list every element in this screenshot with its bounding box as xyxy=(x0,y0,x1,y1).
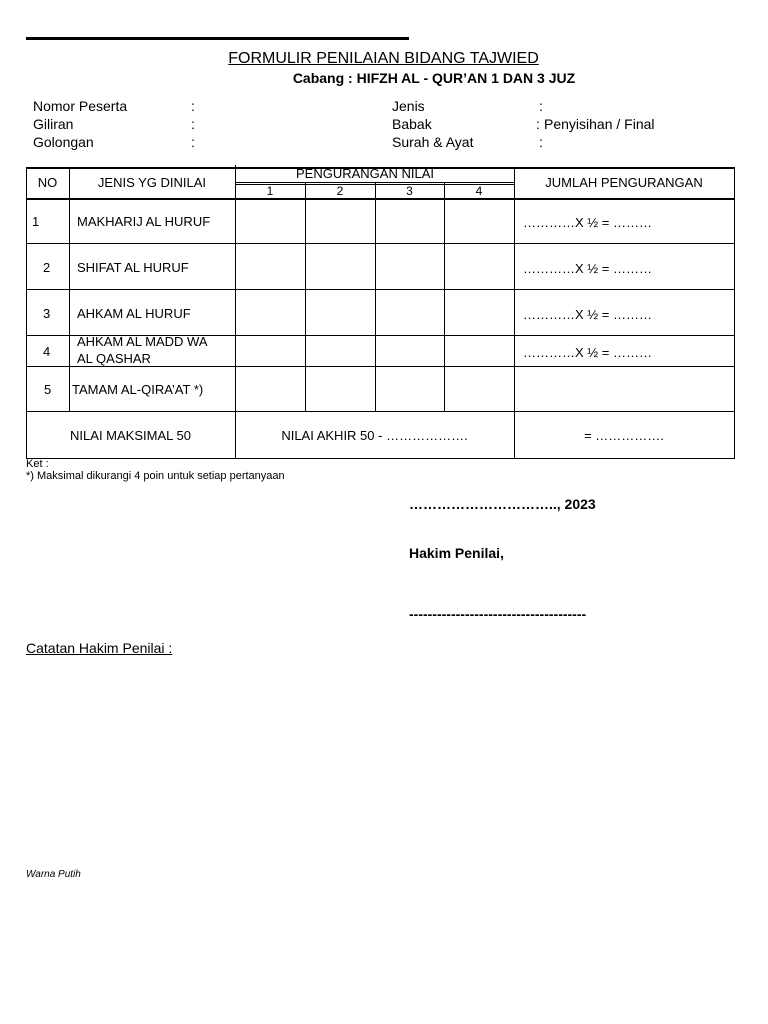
colon-surah-ayat: : xyxy=(539,134,543,150)
row-4-label-line2: AL QASHAR xyxy=(77,351,151,366)
row-2-label: SHIFAT AL HURUF xyxy=(77,260,189,275)
label-babak: Babak xyxy=(392,116,432,132)
table-vline-p2 xyxy=(375,182,376,411)
table-vline-jenis xyxy=(235,165,236,459)
row-3-label: AHKAM AL HURUF xyxy=(77,306,191,321)
row-1-no: 1 xyxy=(32,214,40,229)
form-subtitle: Cabang : HIFZH AL - QUR’AN 1 DAN 3 JUZ xyxy=(292,70,576,86)
table-line-bottom xyxy=(26,458,735,459)
catatan-label: Catatan Hakim Penilai : xyxy=(26,640,173,656)
colon-jenis: : xyxy=(539,98,543,114)
header-no: NO xyxy=(37,175,58,190)
row-5-no: 5 xyxy=(44,382,52,397)
label-golongan: Golongan xyxy=(33,134,94,150)
form-title: FORMULIR PENILAIAN BIDANG TAJWIED xyxy=(228,50,539,67)
assessment-table xyxy=(26,165,735,459)
label-jenis: Jenis xyxy=(392,98,425,114)
table-vline-right xyxy=(734,167,735,459)
header-pengurangan: PENGURANGAN NILAI xyxy=(296,166,434,181)
footer-nilai-maksimal: NILAI MAKSIMAL 50 xyxy=(70,428,191,443)
table-line-header-bottom xyxy=(26,198,735,200)
table-vline-left xyxy=(26,167,27,459)
value-babak: Penyisihan / Final xyxy=(544,116,655,132)
header-jumlah: JUMLAH PENGURANGAN xyxy=(545,175,703,190)
table-vline-p1 xyxy=(305,182,306,411)
table-vline-p4 xyxy=(514,167,515,459)
table-vline-no xyxy=(69,167,70,411)
footer-result: = ……………. xyxy=(584,428,664,443)
row-3-no: 3 xyxy=(43,306,51,321)
row-4-jumlah: …………X ½ = ……… xyxy=(523,345,652,360)
signature-line: -------------------------------------- xyxy=(409,606,587,622)
ket-label: Ket : xyxy=(26,458,49,470)
row-1-jumlah: …………X ½ = ……… xyxy=(523,215,652,230)
header-jenis: JENIS YG DINILAI xyxy=(97,175,207,190)
signature-role: Hakim Penilai, xyxy=(409,545,504,561)
copy-label: Warna Putih xyxy=(26,869,81,880)
table-line-row4 xyxy=(26,366,735,367)
row-5-label: TAMAM AL-QIRA’AT *) xyxy=(72,382,204,397)
footnote: *) Maksimal dikurangi 4 poin untuk setiap pertanyaan xyxy=(26,470,285,482)
top-rule xyxy=(26,37,409,40)
table-line-row2 xyxy=(26,289,735,290)
table-line-row5 xyxy=(26,411,735,412)
header-sub-2: 2 xyxy=(336,184,344,198)
row-2-no: 2 xyxy=(43,260,51,275)
table-vline-p3 xyxy=(444,182,445,411)
footer-nilai-akhir: NILAI AKHIR 50 - ………………. xyxy=(281,428,468,443)
colon-babak: : xyxy=(536,116,540,132)
colon-golongan: : xyxy=(191,134,195,150)
row-4-no: 4 xyxy=(43,344,51,359)
row-2-jumlah: …………X ½ = ……… xyxy=(523,261,652,276)
label-nomor-peserta: Nomor Peserta xyxy=(33,98,128,114)
header-sub-1: 1 xyxy=(266,184,274,198)
header-sub-4: 4 xyxy=(475,184,483,198)
table-line-row1 xyxy=(26,243,735,244)
row-1-label: MAKHARIJ AL HURUF xyxy=(77,214,211,229)
colon-giliran: : xyxy=(191,116,195,132)
label-surah-ayat: Surah & Ayat xyxy=(392,134,474,150)
header-sub-3: 3 xyxy=(406,184,413,198)
colon-nomor-peserta: : xyxy=(191,98,195,114)
row-4-label: AHKAM AL MADD WA xyxy=(77,334,208,349)
row-3-jumlah: …………X ½ = ……… xyxy=(523,307,652,322)
label-giliran: Giliran xyxy=(33,116,74,132)
signature-date: ………………………….., 2023 xyxy=(409,496,596,512)
